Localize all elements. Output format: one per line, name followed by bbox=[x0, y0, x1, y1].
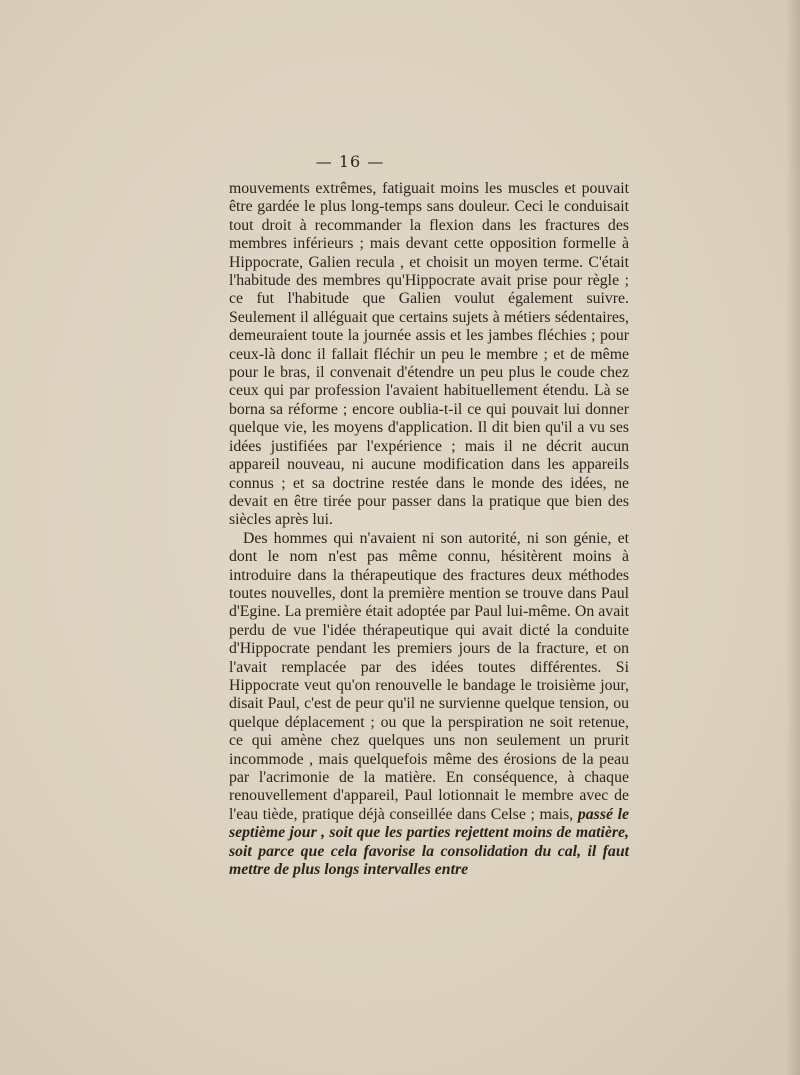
paragraph-2 bbox=[229, 530, 629, 880]
paragraph-2-text: Des hommes qui n'avaient ni son autorité, ni son génie, et dont le nom n'est pas même connu, hésitèrent moins à introduire dans la thérapeutique des fractures deux méthodes toutes nouvelles, dont la première mention se trouve dans Paul d'Egine. La première était adoptée par Paul lui-même. On avait perdu de vue l'idée thérapeutique qui avait dicté la conduite d'Hippocrate pendant les premiers jours de la fracture, et on l'avait remplacée par des idées toutes différentes. Si Hippocrate veut qu'on renouvelle le bandage le troisième jour, disait Paul, c'est de peur qu'il ne survienne quelque tension, ou quelque déplacement ; ou que la perspiration ne soit retenue, ce qui amène chez quelques uns non seulement un prurit incommode , mais quelquefois même des érosions de la peau par l'acrimonie de la matière. En conséquence, à chaque renouvellement d'appareil, Paul lotionnait le membre avec de l'eau tiède, pratique déjà conseillée dans Celse ; mais, bbox=[229, 529, 629, 823]
page-number: — 16 — bbox=[315, 152, 385, 171]
page-edge-shadow bbox=[786, 0, 800, 1075]
paragraph-2-italic-text: passé le septième jour , soit que les parties rejettent moins de matière, soit parce que cela favorise la consolidation du cal, il faut mettre de plus longs intervalles entre bbox=[229, 805, 630, 879]
paragraph-1 bbox=[229, 180, 629, 530]
body-text bbox=[229, 180, 629, 879]
paragraph-1-text: mouvements extrêmes, fatiguait moins les muscles et pouvait être gardée le plus long-temps sans douleur. Ceci le conduisait tout droit à recommander la flexion dans les fractures des membres inférieurs ; mais devant cette opposition formelle à Hippocrate, Galien recula , et choisit un moyen terme. C'était l'habitude des membres qu'Hippocrate avait prise pour règle ; ce fut l'habitude que Galien voulut également suivre. Seulement il alléguait que certains sujets à métiers sédentaires, demeuraient toute la journée assis et les jambes fléchies ; pour ceux-là donc il fallait fléchir un peu le membre ; et de même pour le bras, il convenait d'étendre un peu plus le coude chez ceux qui par profession l'avaient habituellement étendu. Là se borna sa réforme ; encore oublia-t-il ce qui pouvait lui donner quelque vie, les moyens d'application. Il dit bien qu'il a vu ses idées justifiées par l'expérience ; mais il ne décrit aucun appareil nouveau, ni aucune modification dans les appareils connus ; et sa doctrine restée dans le monde des idées, ne devait en être tirée pour passer dans la pratique que bien des siècles après lui. bbox=[229, 180, 629, 529]
